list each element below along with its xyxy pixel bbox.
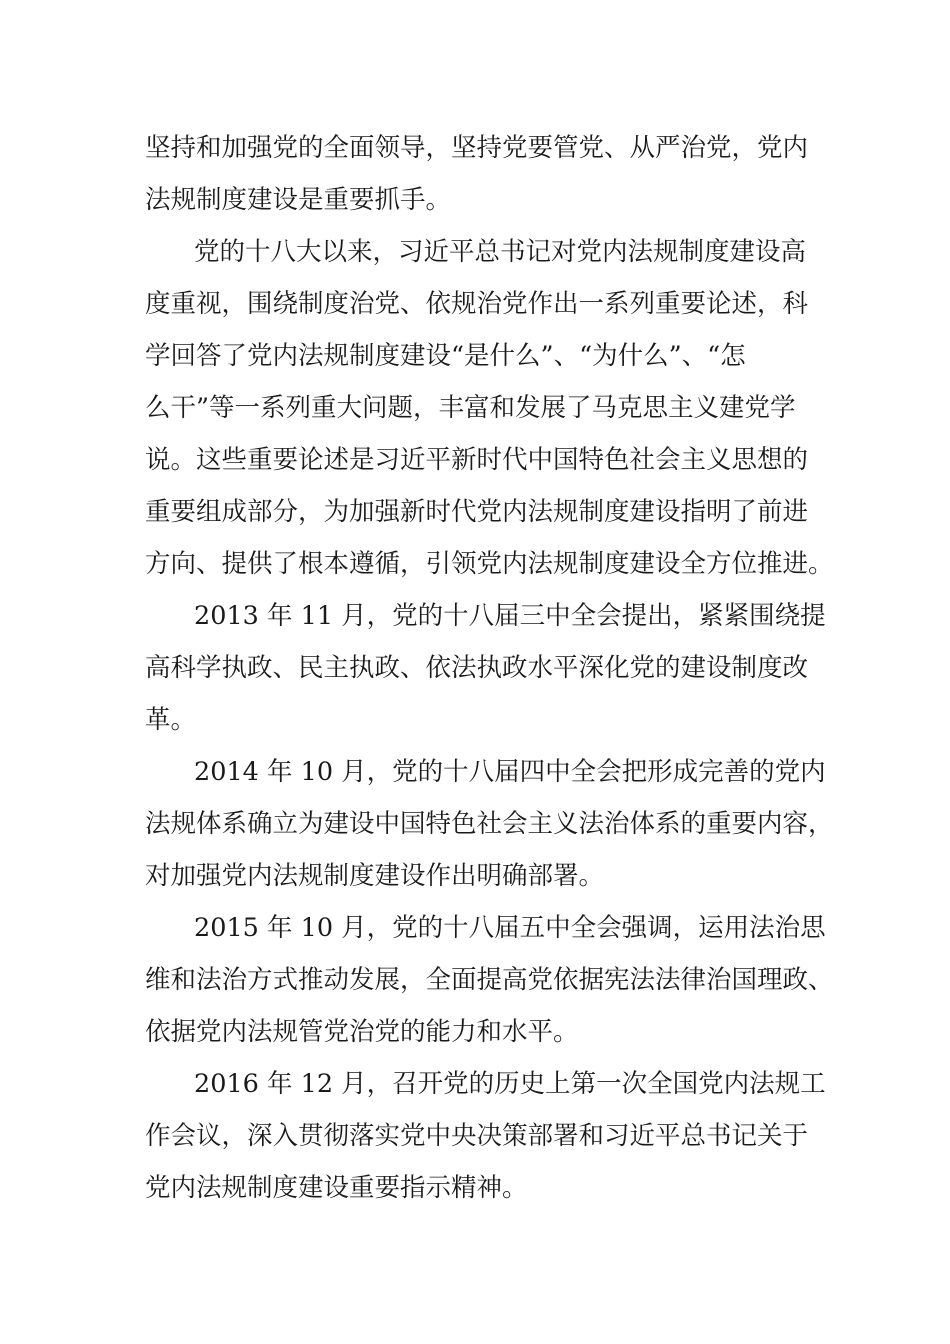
text-line: 维和法治方式推动发展，全面提高党依据宪法法律治国理政、 — [145, 965, 834, 995]
text-line: 2016 年 12 月，召开党的历史上第一次全国党内法规工 — [194, 1069, 826, 1099]
text-line: 说。这些重要论述是习近平新时代中国特色社会主义思想的 — [145, 445, 809, 475]
text-line: 高科学执政、民主执政、依法执政水平深化党的建设制度改 — [145, 653, 809, 683]
text-line: 度重视，围绕制度治党、依规治党作出一系列重要论述，科 — [145, 289, 809, 319]
text-line: 革。 — [145, 705, 197, 735]
text-line: 党的十八大以来，习近平总书记对党内法规制度建设高 — [194, 237, 807, 267]
text-line: 依据党内法规管党治党的能力和水平。 — [145, 1017, 579, 1047]
text-line: 党内法规制度建设重要指示精神。 — [145, 1173, 528, 1203]
text-line: 重要组成部分，为加强新时代党内法规制度建设指明了前进 — [145, 497, 809, 527]
text-line: 么干”等一系列重大问题，丰富和发展了马克思主义建党学 — [145, 393, 796, 423]
text-line: 方向、提供了根本遵循，引领党内法规制度建设全方位推进。 — [145, 549, 834, 579]
text-line: 法规体系确立为建设中国特色社会主义法治体系的重要内容， — [145, 809, 834, 839]
text-line: 2013 年 11 月，党的十八届三中全会提出，紧紧围绕提 — [194, 601, 826, 631]
text-line: 对加强党内法规制度建设作出明确部署。 — [145, 861, 605, 891]
text-line: 坚持和加强党的全面领导，坚持党要管党、从严治党，党内 — [145, 133, 809, 163]
text-line: 法规制度建设是重要抓手。 — [145, 185, 452, 215]
text-line: 学回答了党内法规制度建设“是什么”、“为什么”、“怎 — [145, 341, 746, 371]
text-line: 2015 年 10 月，党的十八届五中全会强调，运用法治思 — [194, 913, 826, 943]
text-line: 2014 年 10 月，党的十八届四中全会把形成完善的党内 — [194, 757, 826, 787]
text-line: 作会议，深入贯彻落实党中央决策部署和习近平总书记关于 — [145, 1121, 809, 1151]
